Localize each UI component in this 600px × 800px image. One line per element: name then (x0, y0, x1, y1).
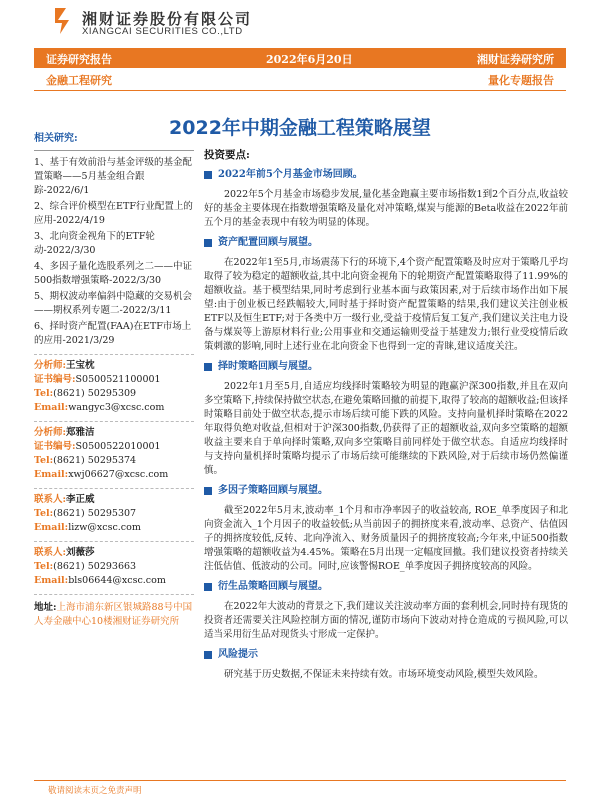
tel-number: (8621) 50295374 (53, 455, 137, 466)
analyst-name: 郑雅洁 (66, 427, 95, 438)
square-bullet-icon (204, 651, 212, 659)
tel-number: (8621) 50295309 (53, 388, 137, 399)
category-label: 金融工程研究 (46, 74, 112, 87)
contact-block (34, 493, 194, 535)
square-bullet-icon (204, 363, 212, 371)
investment-summary (204, 148, 568, 688)
address-block (34, 601, 194, 629)
email-link[interactable]: bls06644@xcsc.com (68, 575, 166, 586)
section-heading: 风险提示 (204, 648, 568, 662)
subcategory-label: 量化专题报告 (488, 74, 554, 87)
institute-label: 湘财证券研究所 (477, 53, 554, 66)
section-heading: 择时策略回顾与展望。 (204, 360, 568, 374)
section-body: 2022年1月至5月,自适应均线择时策略较为明显的跑赢沪深300指数,并且在双向多空策略下,持续保持做空状态,在避免策略回撤的前提下,取得了较高的超额收益;但该择时策略目前处于做空状态,提示市场后续可能下跌的风险。支持向量机择时策略在2022年取得负绝对收益,但相对于沪深300指数,仍获得了正的超额收益,双向多空策略的超额收益主要来自于单向择时策略,双向多空策略目前同样处于做空状态。自适应均线择时与支持向量机择时策略均提示了市场后续可能继续的下跌风险,对于后续市场仍然偏谨慎。 (204, 381, 568, 476)
analyst-role-label: 分析师: (34, 360, 67, 371)
header-band-primary (34, 48, 566, 68)
cert-label: 证书编号: (34, 374, 76, 385)
email-link[interactable]: xwj06627@xcsc.com (68, 469, 169, 480)
related-research-list (34, 150, 194, 348)
square-bullet-icon (204, 239, 212, 247)
related-research-heading: 相关研究: (34, 133, 78, 144)
related-research-item[interactable]: 5、期权波动率偏斜中隐藏的交易机会——期权系列专题二-2022/3/11 (34, 291, 193, 316)
section-heading: 衍生品策略回顾与展望。 (204, 580, 568, 594)
tel-label: Tel: (34, 388, 54, 399)
header-band-secondary (34, 68, 566, 91)
report-type-label: 证券研究报告 (46, 53, 112, 66)
section-heading: 2022年前5个月基金市场回顾。 (204, 168, 568, 182)
tel-label: Tel: (34, 508, 54, 519)
related-research-item[interactable]: 3、北向资金视角下的ETF轮动-2022/3/30 (34, 231, 155, 256)
section-body: 在2022年1至5月,市场震荡下行的环境下,4个资产配置策略及时应对于策略几乎均取得了较为稳定的超额收益,其中北向资金视角下的轮期资产配置策略取得了11.99%的超额收益。基于模型结果,同时考虑到行业基本面与政策因素,对于后续市场作出如下展望:由于创业板已经跌幅较大,同时基于择时资产配置策略的结果,我们建议关注创业板ETF以及恒生ETF;对于各类中万一级行业,受益于疫情后复工复产,我们建议关注电力设备与煤炭等上游原材料行业;公用事业和交通运输则受益于基建发力;银行业受疫情后政策刺激的影响,同时上述行业在北向资金下也得到一定的青睐,建议适度关注。 (204, 257, 568, 352)
square-bullet-icon (204, 487, 212, 495)
report-title: 2022年中期金融工程策略展望 (169, 117, 431, 139)
contact-role-label: 联系人: (34, 494, 67, 505)
report-date: 2022年6月20日 (266, 53, 353, 66)
divider (34, 541, 194, 542)
address-text: 上海市浦东新区银城路88号中国人寿金融中心10楼湘财证券研究所 (34, 602, 193, 627)
divider (34, 421, 194, 422)
email-link[interactable]: lizw@xcsc.com (68, 522, 141, 533)
section-heading: 资产配置回顾与展望。 (204, 236, 568, 250)
divider (34, 594, 194, 595)
tel-number: (8621) 50293663 (53, 561, 137, 572)
tel-label: Tel: (34, 561, 54, 572)
square-bullet-icon (204, 171, 212, 179)
analyst-name: 王宝枕 (66, 360, 95, 371)
contact-block (34, 546, 194, 588)
section-body: 在2022年大波动的背景之下,我们建议关注波动率方面的套利机会,同时持有现货的投资者还需要关注风险控制方面的情况,谨防市场向下波动对持仓造成的亏损风险,可以适当采用衍生品对现货头寸形成一定保护。 (204, 601, 568, 640)
related-research-item[interactable]: 2、综合评价模型在ETF行业配置上的应用-2022/4/19 (34, 201, 193, 226)
email-label: Email: (34, 402, 69, 413)
analyst-block (34, 426, 194, 482)
cert-number: S0500521100001 (75, 374, 161, 385)
address-label: 地址: (34, 602, 57, 613)
tel-number: (8621) 50295307 (53, 508, 137, 519)
analyst-block (34, 359, 194, 415)
cert-number: S0500522010001 (75, 441, 161, 452)
disclaimer-notice: 敬请阅读末页之免责声明 (48, 786, 142, 796)
email-link[interactable]: wangyc3@xcsc.com (68, 402, 165, 413)
square-bullet-icon (204, 583, 212, 591)
tel-label: Tel: (34, 455, 54, 466)
footer-divider (34, 780, 566, 781)
section-body: 研究基于历史数据,不保证未来持续有效。市场环境变动风险,模型失效风险。 (224, 669, 544, 680)
email-label: Email: (34, 469, 69, 480)
divider (34, 354, 194, 355)
company-logo-icon (52, 6, 74, 36)
related-research-item[interactable]: 4、多因子量化选股系列之二——中证500指数增强策略-2022/3/30 (34, 261, 193, 286)
section-heading: 多因子策略回顾与展望。 (204, 484, 568, 498)
contact-name: 李正威 (66, 494, 95, 505)
sidebar (34, 132, 194, 629)
cert-label: 证书编号: (34, 441, 76, 452)
analyst-role-label: 分析师: (34, 427, 67, 438)
section-body: 2022年5个月基金市场稳步发展,量化基金跑赢主要市场指数1到2个百分点,收益较好的基金主要体现在指数增强策略及量化对冲策略,煤炭与能源的Beta收益在2022年前五个月的基金表现中有较为明显的体现。 (204, 189, 568, 228)
email-label: Email: (34, 522, 69, 533)
divider (34, 488, 194, 489)
company-name-en: XIANGCAI SECURITIES CO.,LTD (82, 26, 243, 37)
company-name-cn: 湘财证券股份有限公司 (82, 10, 253, 28)
section-body: 截至2022年5月末,波动率_1个月和市净率因子的收益较高, ROE_单季度因子和北向资金流入_1个月因子的收益较低;从当前因子的拥挤度来看,波动率、总资产、估值因子的拥挤度较低,反转、北向净流入、财务质量因子的拥挤度较高;今年来,中证500指数增强策略的超额收益为4.45%。策略在5月出现一定幅度回撤。我们建议投资者持续关注低估值、低波动的公司。同时,应该警惕ROE_单季度因子拥挤度较高的风险。 (204, 505, 568, 572)
related-research-item[interactable]: 6、择时资产配置(FAA)在ETF市场上的应用-2021/3/29 (34, 321, 192, 346)
email-label: Email: (34, 575, 69, 586)
contact-name: 刘薇莎 (66, 547, 95, 558)
summary-title: 投资要点: (204, 149, 250, 161)
related-research-item[interactable]: 1、基于有效前沿与基金评级的基金配置策略——5月基金组合跟踪-2022/6/1 (34, 157, 193, 196)
contact-role-label: 联系人: (34, 547, 67, 558)
